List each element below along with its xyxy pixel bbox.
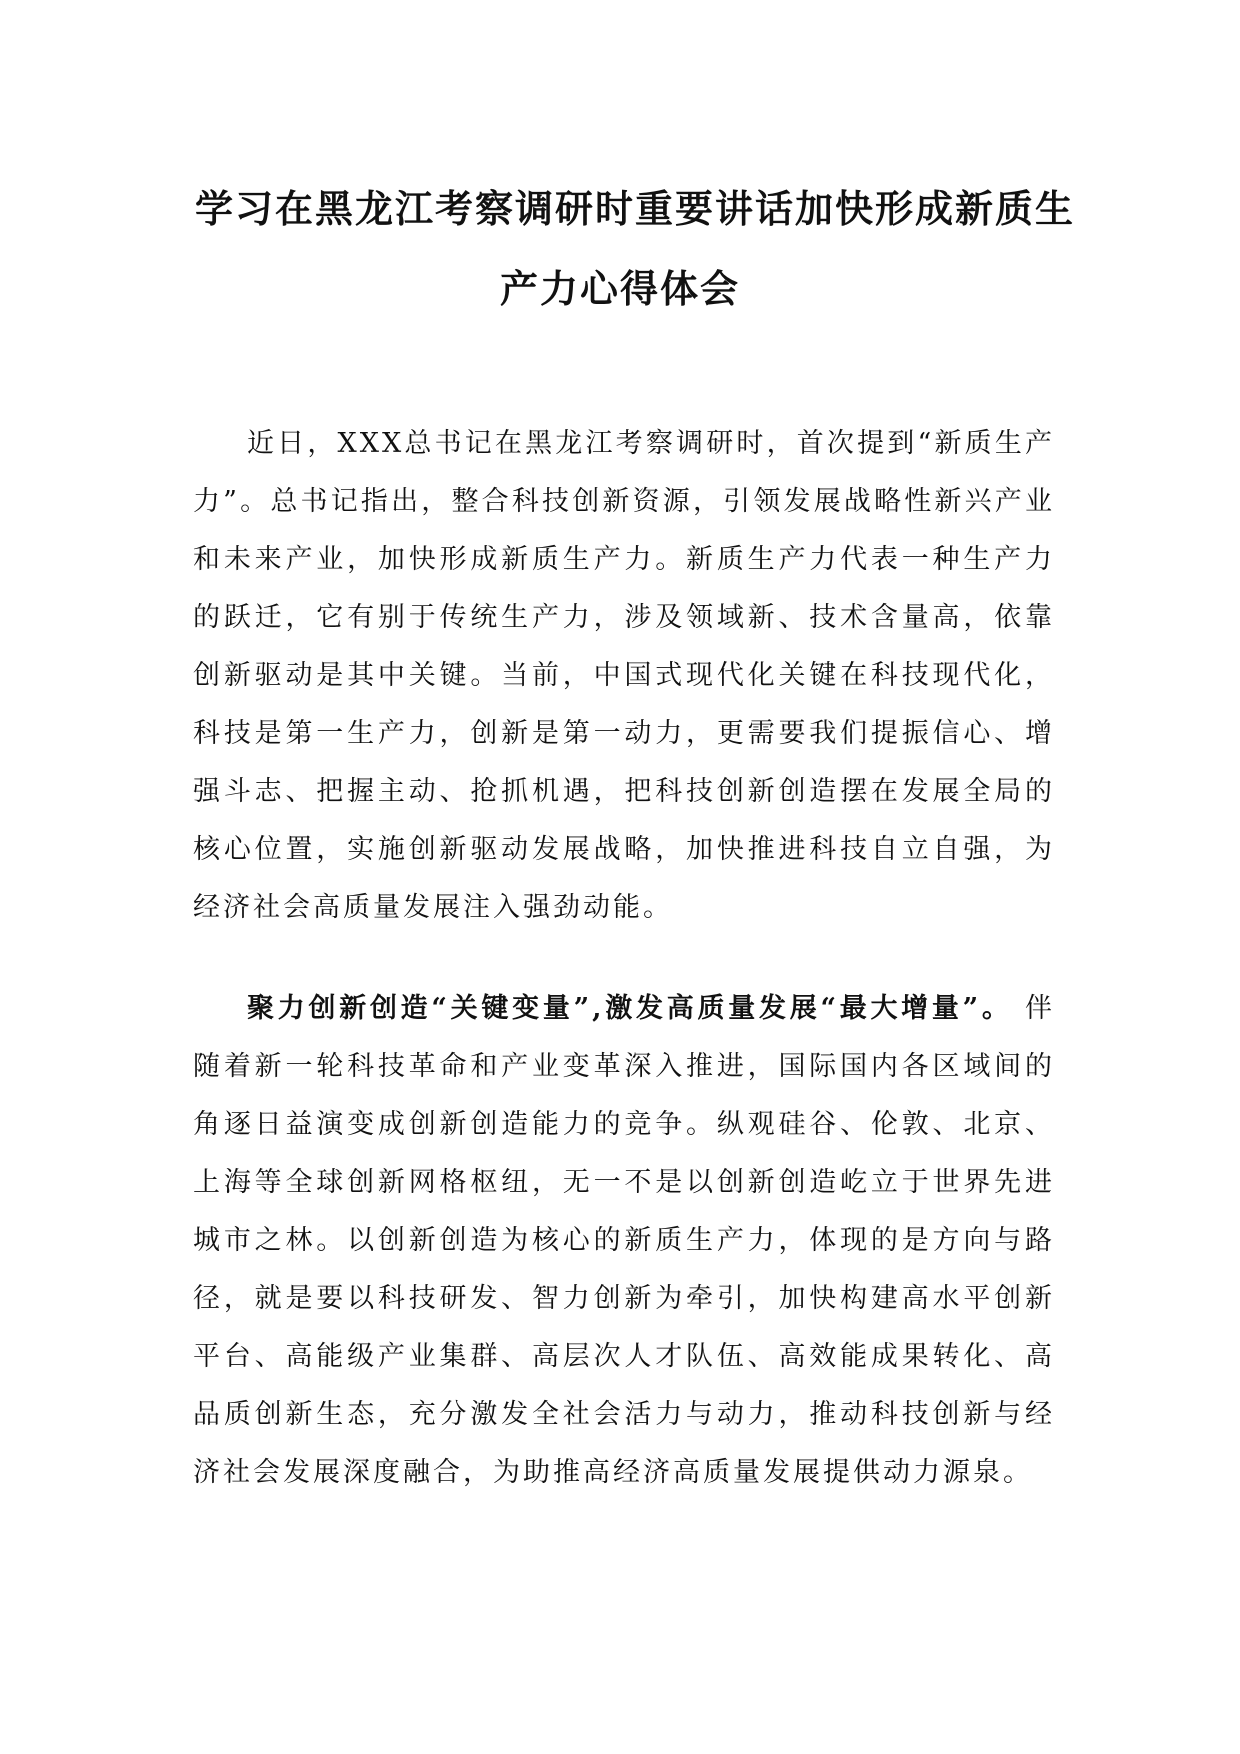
paragraph-2-lead-heading: 聚力创新创造“关键变量”,激发高质量发展“最大增量”。 [247, 993, 1013, 1024]
document-title-line-2: 产力心得体会 [499, 267, 740, 311]
document-title-line-1: 学习在黑龙江考察调研时重要讲话加快形成新质生 [195, 187, 1076, 231]
body-paragraph-2 [193, 980, 1055, 1502]
paragraph-2-text: 伴随着新一轮科技革命和产业变革深入推进，国际国内各区域间的角逐日益演变成创新创造能力的竞争。纵观硅谷、伦敦、北京、上海等全球创新网格枢纽，无一不是以创新创造屹立于世界先进城市之林。以创新创造为核心的新质生产力，体现的是方向与路径，就是要以科技研发、智力创新为牵引，加快构建高水平创新平台、高能级产业集群、高层次人才队伍、高效能成果转化、高品质创新生态，充分激发全社会活力与动力，推动科技创新与经济社会发展深度融合，为助推高经济高质量发展提供动力源泉。 [193, 993, 1055, 1488]
paragraph-1-text: 近日，XXX总书记在黑龙江考察调研时，首次提到“新质生产力”。总书记指出，整合科技创新资源，引领发展战略性新兴产业和未来产业，加快形成新质生产力。新质生产力代表一种生产力的跃迁，它有别于传统生产力，涉及领域新、技术含量高，依靠创新驱动是其中关键。当前，中国式现代化关键在科技现代化，科技是第一生产力，创新是第一动力，更需要我们提振信心、增强斗志、把握主动、抢抓机遇，把科技创新创造摆在发展全局的核心位置，实施创新驱动发展战略，加快推进科技自立自强，为经济社会高质量发展注入强劲动能。 [193, 428, 1055, 923]
body-paragraph-1 [193, 415, 1055, 937]
